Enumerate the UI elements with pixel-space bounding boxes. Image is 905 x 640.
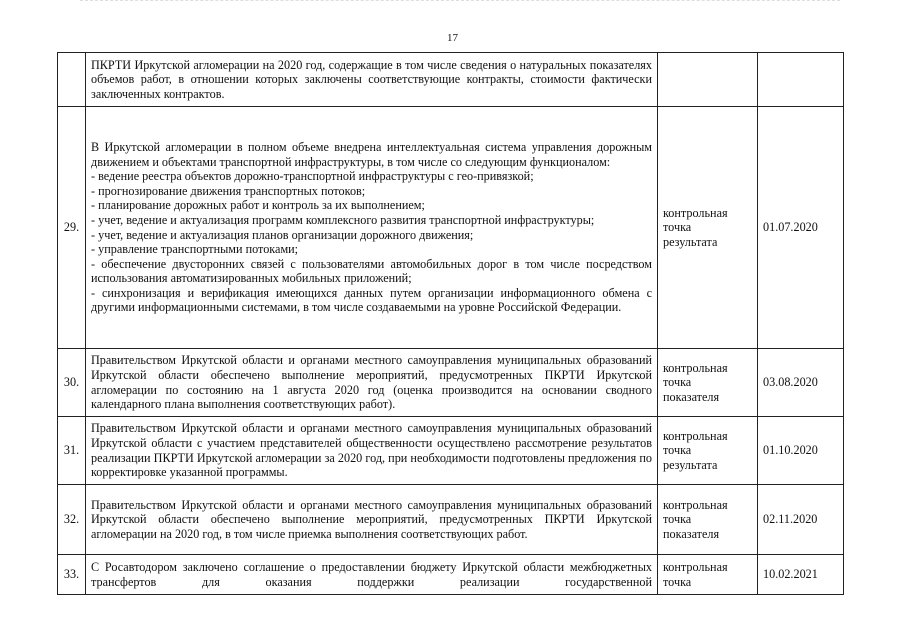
row-date: 10.02.2021 (758, 555, 844, 595)
type-line: результата (663, 457, 718, 472)
row-type (658, 417, 758, 485)
description-line: В Иркутской агломерации в полном объеме внедрена интеллектуальная система управления дорожным движением и объектами транспортной инфраструктуры, в том числе со следующим функционалом: (91, 139, 652, 169)
row-number: 31. (58, 417, 86, 485)
row-number: 32. (58, 485, 86, 555)
description-line: - управление транспортными потоками; (91, 242, 299, 257)
description-line: С Росавтодором заключено соглашение о предоставлении бюджету Иркутской области межбюджетных трансфертов для оказания поддержки реализации государственной (91, 559, 652, 589)
row-number: 30. (58, 349, 86, 417)
row-description (86, 417, 658, 485)
row-description (86, 107, 658, 349)
type-line: контрольная (663, 559, 728, 574)
type-line: контрольная (663, 428, 728, 443)
type-line: точка (663, 574, 692, 589)
description-line: - учет, ведение и актуализация программ комплексного развития транспортной инфраструктуры; (91, 212, 595, 227)
type-line: контрольная (663, 497, 728, 512)
description-line: - обеспечение двусторонних связей с пользователями автомобильных дорог в том числе посредством использования автоматизированных мобильных приложений; (91, 256, 652, 286)
description-line: ПКРТИ Иркутской агломерации на 2020 год, содержащие в том числе сведения о натуральных показателях объемов работ, в отношении которых заключены соответствующие контракты, стоимости фактически заключенных контрактов. (91, 57, 652, 101)
type-line: точка (663, 443, 692, 458)
table-row (58, 417, 844, 485)
row-description (86, 53, 658, 107)
row-type (658, 53, 758, 107)
table-row (58, 107, 844, 349)
row-type (658, 555, 758, 595)
control-points-table (57, 52, 844, 595)
scan-top-marks (80, 0, 840, 7)
row-type (658, 107, 758, 349)
description-line: Правительством Иркутской области и органами местного самоуправления муниципальных образований Иркутской области с участием представителей общественности осуществлено рассмотрение результатов реализации ПКРТИ Иркутской агломерации за 2020 год, при необходимости подготовлены предложения по корректировке указанной программы. (91, 421, 652, 480)
type-line: точка (663, 375, 692, 390)
table-row (58, 53, 844, 107)
table-row (58, 349, 844, 417)
type-line: контрольная (663, 360, 728, 375)
description-line: - планирование дорожных работ и контроль за их выполнением; (91, 198, 425, 213)
row-type (658, 349, 758, 417)
row-date: 01.10.2020 (758, 417, 844, 485)
row-number (58, 53, 86, 107)
row-date: 01.07.2020 (758, 107, 844, 349)
type-line: показателя (663, 526, 720, 541)
row-description (86, 349, 658, 417)
description-line: Правительством Иркутской области и органами местного самоуправления муниципальных образований Иркутской области обеспечено выполнение мероприятий, предусмотренных ПКРТИ Иркутской агломерации на 2020 год, в том числе приемка выполнения соответствующих работ. (91, 497, 652, 541)
row-description (86, 485, 658, 555)
description-line: Правительством Иркутской области и органами местного самоуправления муниципальных образований Иркутской области обеспечено выполнение мероприятий, предусмотренных ПКРТИ Иркутской агломерации по состоянию на 1 августа 2020 год (оценка производится на основании сводного календарного плана выполнения соответствующих работ). (91, 353, 652, 412)
row-type (658, 485, 758, 555)
description-line: - прогнозирование движения транспортных потоков; (91, 183, 366, 198)
row-date: 02.11.2020 (758, 485, 844, 555)
table-row (58, 485, 844, 555)
type-line: контрольная (663, 205, 728, 220)
type-line: результата (663, 234, 718, 249)
row-number: 33. (58, 555, 86, 595)
table-row (58, 555, 844, 595)
row-date: 03.08.2020 (758, 349, 844, 417)
row-date (758, 53, 844, 107)
description-line: - учет, ведение и актуализация планов организации дорожного движения; (91, 227, 474, 242)
description-line: - синхронизация и верификация имеющихся данных путем организации информационного обмена с другими информационными системами, в том числе создаваемыми на уровне Российской Федерации. (91, 285, 652, 315)
type-line: точка (663, 220, 692, 235)
page-number: 17 (447, 32, 458, 44)
type-line: показателя (663, 389, 720, 404)
row-number: 29. (58, 107, 86, 349)
type-line: точка (663, 512, 692, 527)
row-description (86, 555, 658, 595)
description-line: - ведение реестра объектов дорожно-транспортной инфраструктуры с гео-привязкой; (91, 169, 534, 184)
